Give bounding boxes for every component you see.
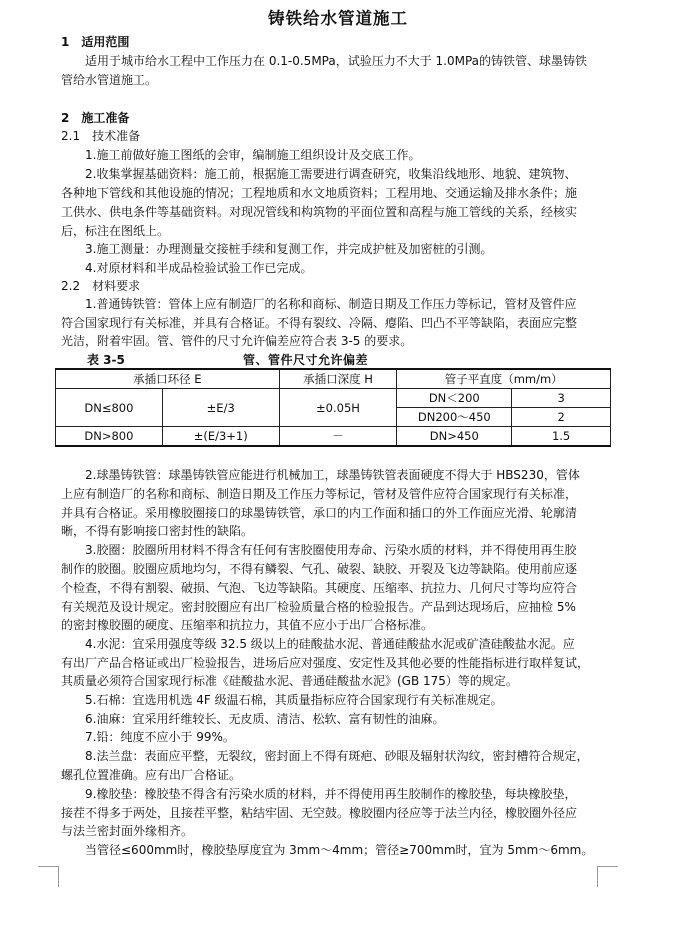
paragraph-line: 6.油麻：宜采用纤维较长、无皮质、清洁、松软、富有韧性的油麻。 xyxy=(85,712,445,726)
paragraph-line: 后，标注在图纸上。 xyxy=(61,224,170,238)
table-cell: DN＜200 xyxy=(397,389,512,408)
table-caption: 管、管件尺寸允许偏差 xyxy=(243,353,369,367)
paragraph-line: 各种地下管线和其他设施的情况；工程地质和水文地质资料；工程用地、交通运输及排水条件；施 xyxy=(61,186,578,200)
paragraph-line: 其质量必须符合国家现行标准《硅酸盐水泥、普通硅酸盐水泥》(GB 175）等的规定。 xyxy=(61,674,518,688)
paragraph-line: 工供水、供电条件等基础资料。对现况管线和构筑物的平面位置和高程与施工管线的关系，经核实 xyxy=(61,205,578,219)
paragraph-line: 与法兰密封面外缘相齐。 xyxy=(61,824,194,838)
section-1-heading: 1 适用范围 xyxy=(61,35,130,49)
paragraph-line: 并具有合格证。采用橡胶圈接口的球墨铸铁管，承口的内工作面和插口的外工作面应光滑、轮廓清 xyxy=(61,506,578,520)
table-cell: DN≤800 xyxy=(56,389,163,427)
paragraph-line: 的密封橡胶圈的硬度、压缩率和抗拉力，其值不应小于出厂合格标准。 xyxy=(61,618,434,632)
paragraph-line: 2.收集掌握基础资料：施工前，根据施工需要进行调查研究，收集沿线地形、地貌、建筑物、 xyxy=(85,167,577,181)
table-cell: ±0.05H xyxy=(279,389,397,427)
paragraph-line: 符合国家现行有关标准，并具有合格证。不得有裂纹、冷隔、瘪陷、凹凸不平等缺陷，表面应完整 xyxy=(61,316,578,330)
table-header-row xyxy=(56,369,611,389)
table-cell: 3 xyxy=(512,389,611,408)
paragraph-line: 8.法兰盘：表面应平整，无裂纹，密封面上不得有斑疤、砂眼及辐射状沟纹，密封槽符合规定， xyxy=(85,749,589,763)
table-header: 承插口环径 E xyxy=(56,369,280,389)
table-header: 管子平直度（mm/m） xyxy=(397,369,611,389)
table-row xyxy=(56,389,611,408)
paragraph-line: 螺孔位置准确。应有出厂合格证。 xyxy=(61,768,242,782)
paragraph-line: 5.石棉：宜选用机选 4F 级温石棉，其质量指标应符合国家现行有关标准规定。 xyxy=(85,693,503,707)
subsection-heading: 2.2 材料要求 xyxy=(61,279,141,293)
table-cell: － xyxy=(279,427,397,447)
table-cell: DN>800 xyxy=(56,427,163,447)
paragraph-line: 有出厂产品合格证或出厂检验报告，进场后应对强度、安定性及其他必要的性能指标进行取样复试， xyxy=(61,656,590,670)
paragraph-line: 适用于城市给水工程中工作压力在 0.1-0.5MPa，试验压力不大于 1.0MPa的铸铁管、球墨铸铁 xyxy=(85,54,588,68)
table-cell: ±E/3 xyxy=(162,389,279,427)
paragraph-line: 7.铅：纯度不应小于 99%。 xyxy=(85,730,235,744)
page-title: 铸铁给水管道施工 xyxy=(268,9,408,28)
table-cell: DN200～450 xyxy=(397,408,512,427)
tolerance-table xyxy=(55,368,611,447)
page-corner-mark-left xyxy=(38,866,59,887)
table-cell: DN>450 xyxy=(397,427,512,447)
paragraph-line: 2.球墨铸铁管：球墨铸铁管应能进行机械加工，球墨铸铁管表面硬度不得大于 HBS230，管体 xyxy=(85,468,580,482)
paragraph-line: 个检查，不得有割裂、破损、气泡、飞边等缺陷。其硬度、压缩率、抗拉力、几何尺寸等均应符合 xyxy=(61,581,578,595)
paragraph-line: 9.橡胶垫：橡胶垫不得含有污染水质的材料，并不得使用再生胶制作的橡胶垫，每块橡胶垫， xyxy=(85,787,577,801)
table-cell: 1.5 xyxy=(512,427,611,447)
paragraph-line: 4.水泥：宜采用强度等级 32.5 级以上的硅酸盐水泥、普通硅酸盐水泥或矿渣硅酸盐水泥。应 xyxy=(85,637,575,651)
subsection-heading: 2.1 技术准备 xyxy=(61,129,141,143)
paragraph-line: 1.施工前做好施工图纸的会审，编制施工组织设计及交底工作。 xyxy=(85,148,421,162)
paragraph-line: 管给水管道施工。 xyxy=(61,73,158,87)
table-cell: ±(E/3+1) xyxy=(162,427,279,447)
paragraph-line: 晰，不得有影响接口密封性的缺陷。 xyxy=(61,524,254,538)
table-row xyxy=(56,427,611,447)
page-corner-mark-right xyxy=(597,866,618,887)
table-header: 承插口深度 H xyxy=(279,369,397,389)
paragraph-line: 光洁，附着牢固。管、管件的尺寸允许偏差应符合表 3-5 的要求。 xyxy=(61,334,413,348)
paragraph-line: 上应有制造厂的名称和商标、制造日期及工作压力等标记，管材及管件应符合国家现行有关标准， xyxy=(61,487,578,501)
paragraph-line: 4.对原材料和半成品检验试验工作已完成。 xyxy=(85,261,313,275)
paragraph-line: 接茬不得多于两处，且接茬平整，粘结牢固、无空鼓。橡胶圈内径应等于法兰内径，橡胶圈外径应 xyxy=(61,806,578,820)
section-2-heading: 2 施工准备 xyxy=(61,111,130,125)
table-cell: 2 xyxy=(512,408,611,427)
paragraph-line: 1.普通铸铁管：管体上应有制造厂的名称和商标、制造日期及工作压力等标记，管材及管件应 xyxy=(85,297,577,311)
paragraph-line: 有关规范及设计规定。密封胶圈应有出厂检验质量合格的检验报告。产品到达现场后，应抽检 5% xyxy=(61,600,576,614)
paragraph-line: 3.施工测量：办理测量交接桩手续和复测工作，并完成护桩及加密桩的引测。 xyxy=(85,242,493,256)
table-number: 表 3-5 xyxy=(87,353,125,367)
paragraph-line: 3.胶圈：胶圈所用材料不得含有任何有害胶圈使用寿命、污染水质的材料，并不得使用再生胶 xyxy=(85,543,577,557)
paragraph-line: 制作的胶圈。胶圈应质地均匀，不得有鳞裂、气孔、破裂、缺胶、开裂及飞边等缺陷。使用前应逐 xyxy=(61,562,578,576)
paragraph-line: 当管径≤600mm时，橡胶垫厚度宜为 3mm～4mm；管径≥700mm时，宜为 5mm～6mm。 xyxy=(85,843,594,857)
